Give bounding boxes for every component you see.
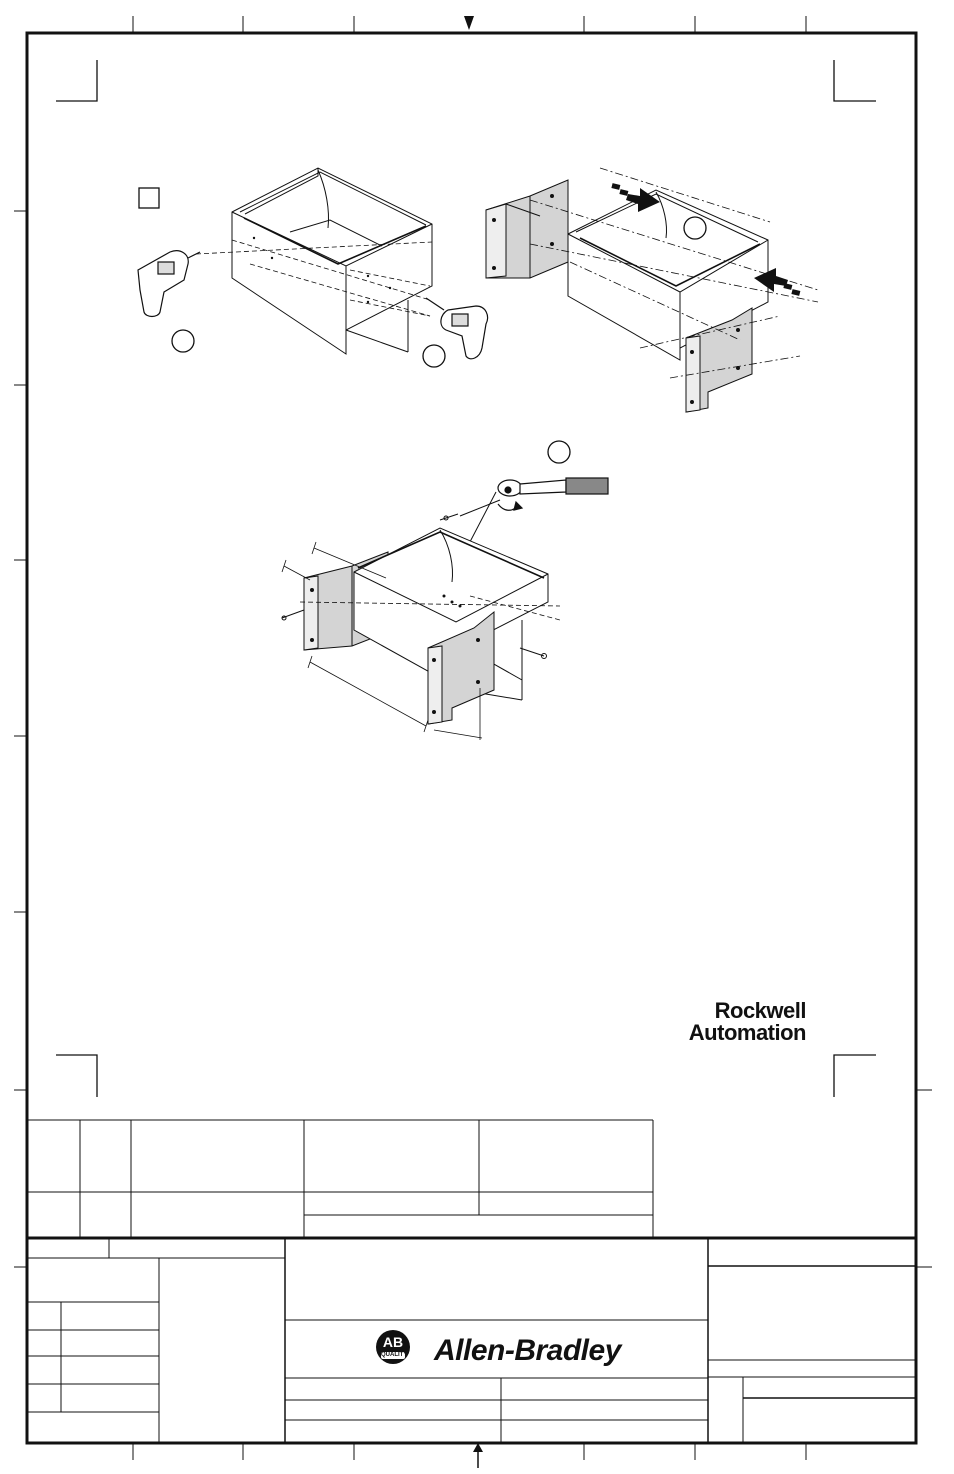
rockwell-automation-logo bbox=[600, 1000, 806, 1044]
zone-ticks-bottom bbox=[133, 1443, 806, 1460]
bolt-icon bbox=[440, 514, 458, 520]
allen-bradley-badge-icon bbox=[376, 1330, 410, 1364]
bolt-icon bbox=[520, 648, 547, 659]
step-box bbox=[139, 188, 159, 208]
callout-circle-icon bbox=[423, 345, 445, 367]
sheet-border bbox=[27, 33, 916, 1443]
callout-circle-icon bbox=[684, 217, 706, 239]
allen-bradley-logo: Allen-Bradley bbox=[434, 1334, 621, 1367]
ratchet-wrench-icon bbox=[498, 478, 608, 510]
bolt-icon bbox=[282, 610, 304, 620]
center-mark-top bbox=[464, 16, 474, 30]
callout-circle-icon bbox=[172, 330, 194, 352]
ab-badge-letters: AB bbox=[382, 1334, 404, 1350]
zone-ticks-left bbox=[14, 211, 27, 1267]
rockwell-logo-line2: Automation bbox=[688, 1020, 806, 1045]
ab-badge-caption: QUALITY bbox=[381, 1352, 408, 1358]
callout-circle-icon bbox=[548, 441, 570, 463]
center-mark-bottom bbox=[473, 1443, 483, 1468]
revision-block bbox=[27, 1120, 653, 1237]
drill-icon bbox=[138, 251, 200, 317]
zone-ticks-right bbox=[916, 1090, 932, 1267]
figure-fastening bbox=[282, 492, 560, 740]
rockwell-logo-line1: Rockwell bbox=[714, 998, 806, 1023]
